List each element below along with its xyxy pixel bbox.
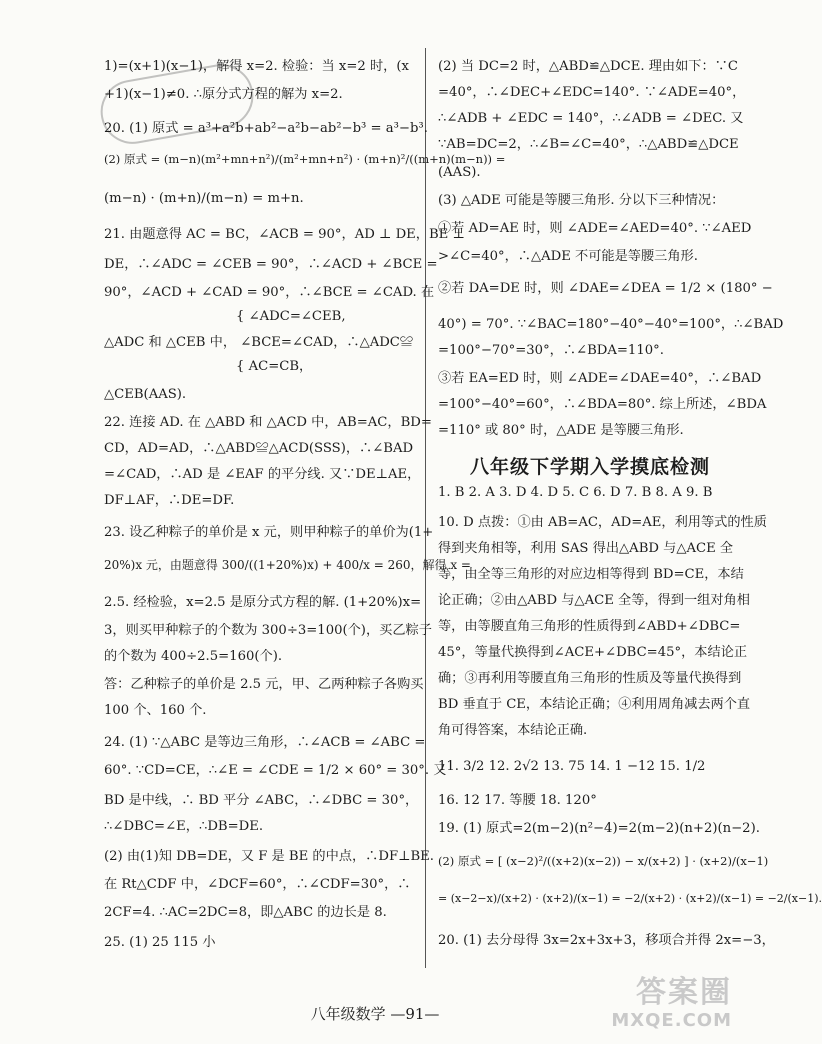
answer-line: 2CF=4. ∴AC=2DC=8，即△ABC 的边长是 8. (104, 905, 387, 920)
answer-line: 20. (1) 原式 = a³+a²b+ab²−a²b−ab²−b³ = a³−b³. (104, 121, 428, 136)
answer-line: { ∠ADC=∠CEB, (236, 309, 346, 324)
answer-line: 在 Rt△CDF 中，∠DCF=60°，∴∠CDF=30°，∴ (104, 877, 411, 892)
answer-line: △ADC 和 △CEB 中， ∠BCE=∠CAD，∴△ADC≌ (104, 335, 414, 350)
answer-line: 10. D 点拨：①由 AB=AC，AD=AE，利用等式的性质 (438, 515, 767, 530)
answer-line: 21. 由题意得 AC = BC，∠ACB = 90°，AD ⊥ DE，BE ⊥ (104, 227, 465, 242)
answer-line: DF⊥AF，∴DE=DF. (104, 493, 235, 508)
answer-line: 23. 设乙种粽子的单价是 x 元，则甲种粽子的单价为(1+ (104, 525, 434, 540)
site-watermark (582, 976, 732, 1036)
answer-line: =∠CAD，∴AD 是 ∠EAF 的平分线. 又∵DE⊥AE， (104, 467, 421, 482)
answer-line: 的个数为 400÷2.5=160(个). (104, 649, 283, 664)
column-divider (425, 48, 426, 968)
answer-line: >∠C=40°，∴△ADE 不可能是等腰三角形. (438, 249, 698, 264)
watermark-brand: 答案圈 (636, 975, 732, 1010)
answer-line: 11. 3/2 12. 2√2 13. 75 14. 1 −12 15. 1/2 (438, 759, 706, 774)
answer-line: =100°−70°=30°，∴∠BDA=110°. (438, 343, 664, 358)
answer-line: =40°，∴∠DEC+∠EDC=140°. ∵∠ADE=40°， (438, 85, 746, 100)
answer-line: (2) 由(1)知 DB=DE，又 F 是 BE 的中点，∴DF⊥BE. (104, 849, 435, 864)
answer-line: ①若 AD=AE 时，则 ∠ADE=∠AED=40°. ∵∠AED (438, 221, 752, 236)
answer-line: CD，AD=AD，∴△ABD≌△ACD(SSS)，∴∠BAD (104, 441, 414, 456)
answer-line: ∵AB=DC=2，∴∠B=∠C=40°，∴△ABD≌△DCE (438, 137, 739, 152)
answer-line: 20. (1) 去分母得 3x=2x+3x+3，移项合并得 2x=−3， (438, 933, 775, 948)
section-title: 八年级下学期入学摸底检测 (469, 456, 710, 478)
answer-line: (2) 原式 = [ (x−2)²/((x+2)(x−2)) − x/(x+2) ] · (x+2)/(x−1) (438, 854, 769, 868)
answer-line: BD 是中线，∴ BD 平分 ∠ABC，∴∠DBC = 30°， (104, 793, 419, 808)
answer-line: = (x−2−x)/(x+2) · (x+2)/(x−1) = −2/(x+2) · (x+2)/(x−1) = −2/(x−1). (438, 892, 822, 905)
answer-line: 22. 连接 AD. 在 △ABD 和 △ACD 中，AB=AC，BD= (104, 415, 432, 430)
answer-line: 1. B 2. A 3. D 4. D 5. C 6. D 7. B 8. A 9. B (438, 485, 713, 500)
answer-line: ③若 EA=ED 时，则 ∠ADE=∠DAE=40°，∴∠BAD (438, 371, 762, 386)
answer-line: 3，则买甲种粽子的个数为 300÷3=100(个)，买乙粽子 (104, 623, 432, 638)
answer-line: (AAS). (438, 165, 481, 180)
answer-line: 25. (1) 25 115 小 (104, 935, 216, 950)
answer-line: (2) 当 DC=2 时，△ABD≌△DCE. 理由如下：∵C (438, 59, 738, 74)
answer-line: +1)(x−1)≠0. ∴原分式方程的解为 x=2. (104, 87, 343, 102)
answer-line: 论正确；②由△ABD 与△ACE 全等，得到一组对角相 (438, 593, 750, 608)
answer-line: 得到夹角相等，利用 SAS 得出△ABD 与△ACE 全 (438, 541, 734, 556)
answer-line: 1)=(x+1)(x−1)，解得 x=2. 检验：当 x=2 时，(x (104, 59, 409, 74)
answer-line: 90°，∠ACD + ∠CAD = 90°，∴∠BCE = ∠CAD. 在 (104, 285, 435, 300)
answer-line: 60°. ∵CD=CE，∴∠E = ∠CDE = 1/2 × 60° = 30°. 又 (104, 763, 447, 778)
answer-line: 24. (1) ∵△ABC 是等边三角形，∴∠ACB = ∠ABC = (104, 735, 426, 750)
answer-line: △CEB(AAS). (104, 387, 187, 402)
answer-line: BD 垂直于 CE，本结论正确；④利用周角减去两个直 (438, 697, 751, 712)
watermark-url: MXQE.COM (611, 1010, 732, 1031)
answer-line: 19. (1) 原式=2(m−2)(n²−4)=2(m−2)(n+2)(n−2). (438, 821, 760, 836)
answer-line: 确；③再利用等腰直角三角形的性质及等量代换得到 (438, 671, 742, 686)
page-footer: 八年级数学 —91— (310, 1005, 440, 1023)
answer-line: 答：乙种粽子的单价是 2.5 元，甲、乙两种粽子各购买 (104, 677, 424, 692)
answer-line: ②若 DA=DE 时，则 ∠DAE=∠DEA = 1/2 × (180° − (438, 281, 773, 296)
answer-line: 角可得答案，本结论正确. (438, 723, 588, 738)
answer-line: 40°) = 70°. ∵∠BAC=180°−40°−40°=100°，∴∠BAD (438, 317, 784, 332)
answer-line: =110° 或 80° 时，△ADE 是等腰三角形. (438, 423, 684, 438)
answer-line: ∴∠ADB + ∠EDC = 140°，∴∠ADB = ∠DEC. 又 (438, 111, 744, 126)
answer-line: (m−n) · (m+n)/(m−n) = m+n. (104, 191, 304, 206)
answer-line: =100°−40°=60°，∴∠BDA=80°. 综上所述，∠BDA (438, 397, 767, 412)
answer-line: 等，由等腰直角三角形的性质得到∠ABD+∠DBC= (438, 619, 741, 634)
answer-line: 2.5. 经检验，x=2.5 是原分式方程的解. (1+20%)x= (104, 595, 422, 610)
answer-line: { AC=CB， (236, 359, 313, 374)
answer-line: 16. 12 17. 等腰 18. 120° (438, 793, 597, 808)
answer-line: 45°，等量代换得到∠ACE+∠DBC=45°，本结论正 (438, 645, 748, 660)
answer-line: (3) △ADE 可能是等腰三角形. 分以下三种情况： (438, 193, 725, 208)
answer-line: ∴∠DBC=∠E，∴DB=DE. (104, 819, 264, 834)
answer-line: 100 个、160 个. (104, 703, 207, 718)
answer-line: (2) 原式 = (m−n)(m²+mn+n²)/(m²+mn+n²) · (m+n)²/((m+n)(m−n)) = (104, 152, 506, 166)
answer-line: 等，由全等三角形的对应边相等得到 BD=CE，本结 (438, 567, 744, 582)
answer-line: 20%)x 元，由题意得 300/((1+20%)x) + 400/x = 260，解得 x = (104, 558, 471, 572)
answer-line: DE，∴∠ADC = ∠CEB = 90°，∴∠ACD + ∠BCE = (104, 257, 438, 272)
